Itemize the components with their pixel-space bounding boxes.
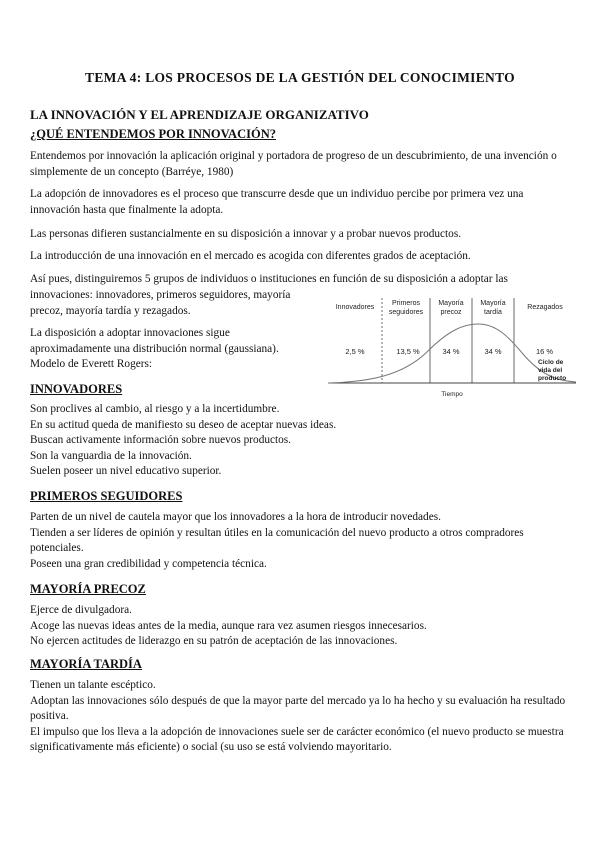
precoz-list bbox=[30, 603, 570, 650]
value-rezagados: 16 % bbox=[536, 347, 554, 356]
intro-paragraph-2: La adopción de innovadores es el proceso que transcurre desde que un individuo percibe por primera vez una innovación hasta que finalmente la adopta. bbox=[30, 188, 524, 216]
distribution-line-3: Modelo de Everett Rogers: bbox=[30, 358, 153, 370]
cycle-label-2: vida del bbox=[538, 367, 563, 374]
innovadores-line-5: Suelen poseer un nivel educativo superior. bbox=[30, 465, 222, 477]
primeros-heading: PRIMEROS SEGUIDORES bbox=[30, 489, 183, 503]
section-title: LA INNOVACIÓN Y EL APRENDIZAJE ORGANIZATIVO bbox=[30, 107, 369, 122]
innovadores-line-2: En su actitud queda de manifiesto su deseo de aceptar nuevas ideas. bbox=[30, 418, 337, 431]
header-seguidores: seguidores bbox=[388, 309, 424, 316]
innovadores-heading: INNOVADORES bbox=[30, 382, 123, 396]
cycle-label-3: producto bbox=[538, 375, 567, 382]
tardia-line-2: Adoptan las innovaciones sólo después de que la mayor parte del mercado ya lo ha hecho y su evaluación ha resultado positiva. bbox=[30, 694, 566, 722]
adoption-curve-figure bbox=[328, 296, 576, 402]
primeros-line-1: Parten de un nivel de cautela mayor que los innovadores a la hora de introducir novedades. bbox=[30, 511, 441, 523]
question-heading: ¿QUÉ ENTENDEMOS POR INNOVACIÓN? bbox=[30, 127, 276, 141]
precoz-line-3: No ejercen actitudes de liderazgo en su patrón de aceptación de las innovaciones. bbox=[30, 635, 398, 647]
header-rezagados: Rezagados bbox=[527, 304, 563, 311]
distribution-line-2: aproximadamente una distribución normal (gaussiana). bbox=[30, 342, 279, 355]
precoz-line-1: Ejerce de divulgadora. bbox=[30, 604, 132, 616]
header-primeros: Primeros bbox=[391, 300, 421, 307]
precoz-heading: MAYORÍA PRECOZ bbox=[30, 582, 146, 596]
value-precoz: 34 % bbox=[442, 347, 460, 356]
innovadores-line-1: Son proclives al cambio, al riesgo y a la incertidumbre. bbox=[30, 403, 280, 415]
header-tardia: tardía bbox=[484, 309, 502, 316]
header-innovadores: Innovadores bbox=[335, 304, 375, 311]
groups-paragraph-line-3: precoz, mayoría tardía y rezagados. bbox=[30, 305, 191, 317]
distribution-paragraph bbox=[30, 326, 320, 373]
time-axis-label: Tiempo bbox=[441, 391, 463, 398]
header-mayoria-1: Mayoría bbox=[438, 300, 464, 307]
value-primeros: 13,5 % bbox=[396, 347, 420, 356]
header-mayoria-2: Mayoría bbox=[480, 300, 506, 307]
header-precoz: precoz bbox=[440, 309, 462, 316]
innovadores-line-3: Buscan activamente información sobre nuevos productos. bbox=[30, 434, 292, 446]
tardia-line-3: El impulso que los lleva a la adopción de innovaciones suele ser de carácter económico (el nuevo producto se muestra significativamente más eficiente) o social (su uso se está volviendo mayoritario. bbox=[30, 725, 564, 753]
document-title: TEMA 4: LOS PROCESOS DE LA GESTIÓN DEL CONOCIMIENTO bbox=[85, 70, 515, 85]
distribution-line-1: La disposición a adoptar innovaciones sigue bbox=[30, 327, 230, 339]
primeros-list bbox=[30, 510, 570, 572]
innovadores-line-4: Son la vanguardia de la innovación. bbox=[30, 449, 192, 462]
intro-paragraph-4: La introducción de una innovación en el mercado es acogida con diferentes grados de aceptación. bbox=[30, 250, 471, 262]
primeros-line-2: Tienden a ser líderes de opinión y resultan útiles en la comunicación del nuevo producto a otros compradores potenciales. bbox=[30, 526, 524, 554]
value-innovadores: 2,5 % bbox=[345, 347, 365, 356]
tardia-line-1: Tienen un talante escéptico. bbox=[30, 679, 156, 691]
tardia-list bbox=[30, 678, 570, 756]
groups-paragraph-line-1: Así pues, distinguiremos 5 grupos de individuos o instituciones en función de su disposición a adoptar las bbox=[30, 273, 508, 285]
precoz-line-2: Acoge las nuevas ideas antes de la media, aunque rara vez asumen riesgos innecesarios. bbox=[30, 619, 427, 632]
intro-paragraph-1: Entendemos por innovación la aplicación original y portadora de progreso de un descubrimiento, de una invención o simplemente de un concepto (Barréye, 1980) bbox=[30, 150, 557, 178]
primeros-line-3: Poseen una gran credibilidad y competencia técnica. bbox=[30, 557, 267, 570]
cycle-label-1: Ciclo de bbox=[538, 359, 564, 366]
value-tardia: 34 % bbox=[484, 347, 502, 356]
intro-paragraph-3: Las personas difieren sustancialmente en su disposición a innovar y a probar nuevos productos. bbox=[30, 228, 462, 240]
innovadores-list bbox=[30, 402, 570, 480]
tardia-heading: MAYORÍA TARDÍA bbox=[30, 657, 142, 671]
groups-paragraph-line-2: innovaciones: innovadores, primeros seguidores, mayoría bbox=[30, 289, 291, 301]
